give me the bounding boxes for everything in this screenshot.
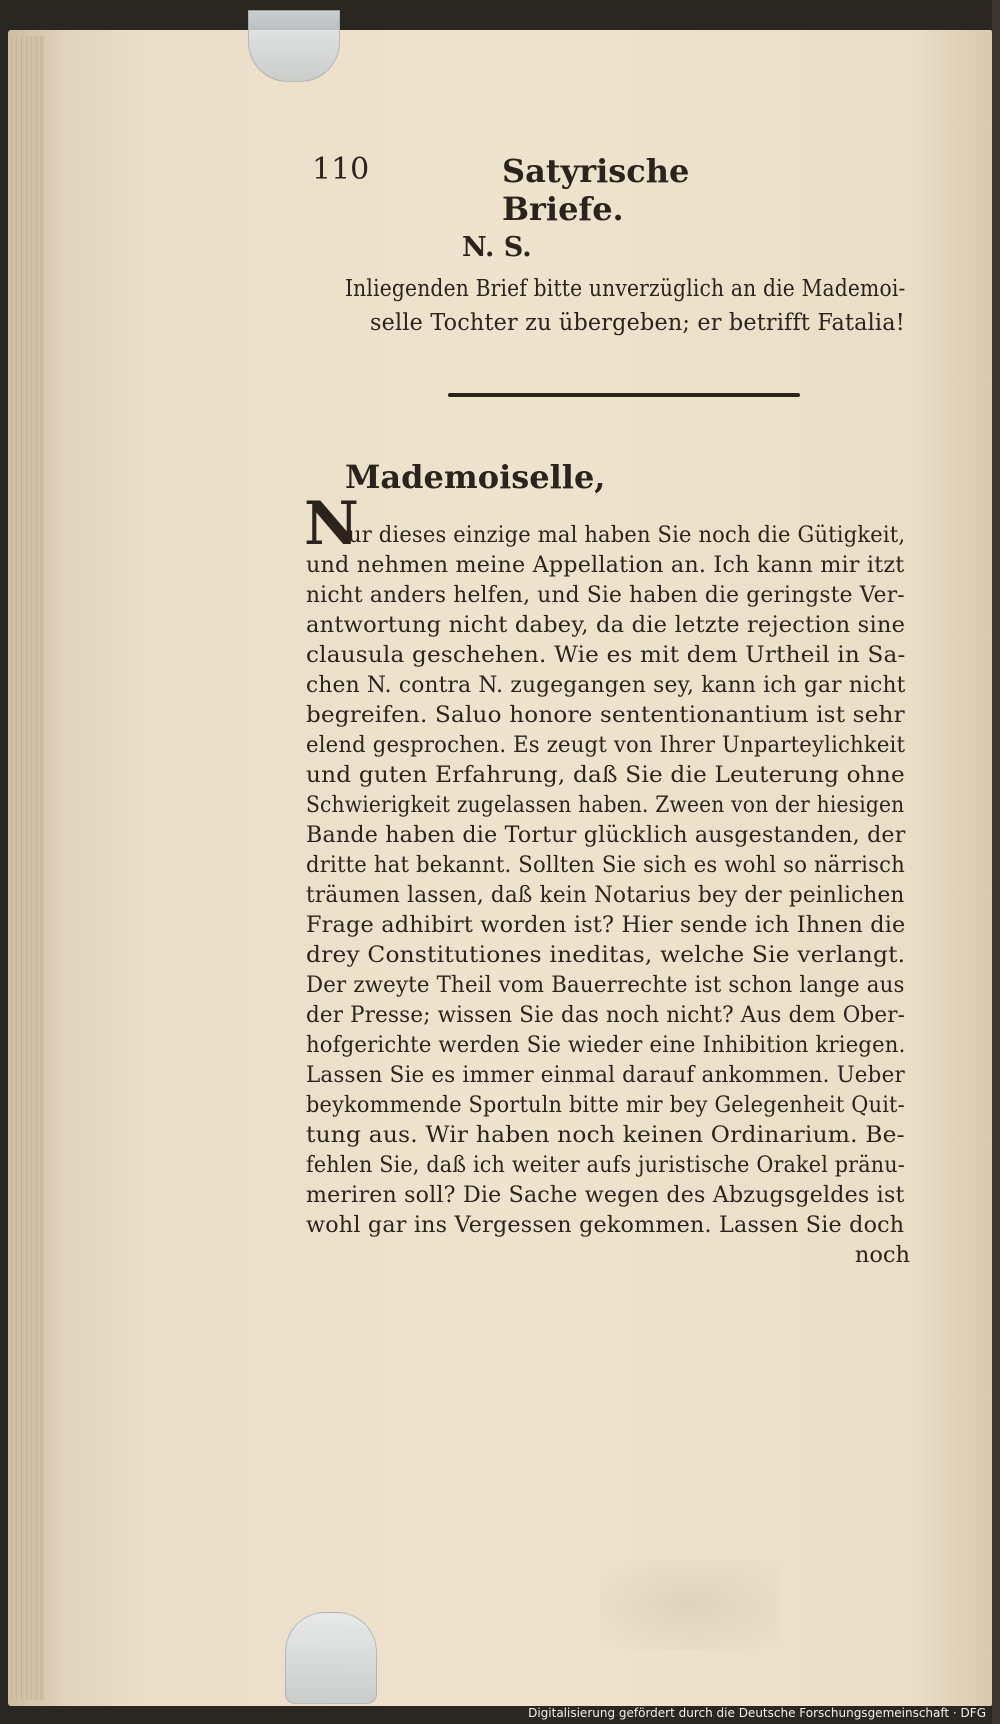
text-line: hofgerichte werden Sie wieder eine Inhibition kriegen.	[306, 1032, 906, 1058]
postscript-line: Inliegenden Brief bitte unverzüglich an die Mademoi-	[345, 276, 906, 302]
top-book-clip	[248, 10, 340, 82]
postscript-line: selle Tochter zu übergeben; er betrifft Fatalia!	[370, 310, 905, 336]
text-line: Bande haben die Tortur glücklich ausgestanden, der	[306, 822, 906, 848]
binding-edge	[992, 0, 1000, 1724]
text-line: chen N. contra N. zugegangen sey, kann ich gar nicht	[306, 672, 906, 698]
bottom-book-clip	[285, 1612, 377, 1704]
text-line: drey Constitutiones ineditas, welche Sie verlangt.	[306, 942, 906, 968]
drop-capital: N	[304, 489, 359, 559]
text-line: begreifen. Saluo honore sententionantium ist sehr	[306, 702, 905, 728]
text-line: träumen lassen, daß kein Notarius bey der peinlichen	[306, 882, 905, 908]
text-line: und nehmen meine Appellation an. Ich kann mir itzt	[306, 552, 905, 578]
text-line: antwortung nicht dabey, da die letzte rejection sine	[306, 612, 906, 638]
text-line: fehlen Sie, daß ich weiter aufs juristische Orakel pränu-	[306, 1152, 905, 1178]
page-number: 110	[312, 152, 370, 187]
text-line: Schwierigkeit zugelassen haben. Zween von der hiesigen	[306, 792, 905, 818]
running-head-title: Satyrische Briefe.	[502, 152, 690, 228]
text-line: dritte hat bekannt. Sollten Sie sich es wohl so närrisch	[306, 852, 905, 878]
text-line: Der zweyte Theil vom Bauerrechte ist schon lange aus	[306, 972, 905, 998]
letter-salutation: Mademoiselle,	[345, 458, 606, 496]
text-line: tung aus. Wir haben noch keinen Ordinarium. Be-	[306, 1122, 905, 1148]
text-line: elend gesprochen. Es zeugt von Ihrer Unparteylichkeit	[306, 732, 906, 758]
postscript-heading: N. S.	[462, 232, 532, 263]
running-head	[312, 152, 752, 228]
text-line: Frage adhibirt worden ist? Hier sende ich Ihnen die	[306, 912, 906, 938]
digitization-credit: Digitalisierung gefördert durch die Deutsche Forschungsgemeinschaft · DFG	[528, 1706, 986, 1720]
text-line: meriren soll? Die Sache wegen des Abzugsgeldes ist	[306, 1182, 905, 1208]
text-line: und guten Erfahrung, daß Sie die Leuterung ohne	[306, 762, 905, 788]
text-line: nicht anders helfen, und Sie haben die geringste Ver-	[306, 582, 905, 608]
text-line: clausula geschehen. Wie es mit dem Urtheil in Sa-	[306, 642, 906, 668]
text-line: wohl gar ins Vergessen gekommen. Lassen Sie doch	[306, 1212, 905, 1238]
text-line: beykommende Sportuln bitte mir bey Gelegenheit Quit-	[306, 1092, 905, 1118]
section-divider	[448, 393, 800, 397]
text-line: ur dieses einzige mal haben Sie noch die Gütigkeit,	[348, 522, 906, 548]
page-edges	[8, 36, 44, 1700]
text-line: der Presse; wissen Sie das noch nicht? Aus dem Ober-	[306, 1002, 906, 1028]
catchword: noch	[854, 1242, 910, 1268]
paper-stain	[600, 1560, 780, 1650]
text-line: Lassen Sie es immer einmal darauf ankommen. Ueber	[306, 1062, 905, 1088]
